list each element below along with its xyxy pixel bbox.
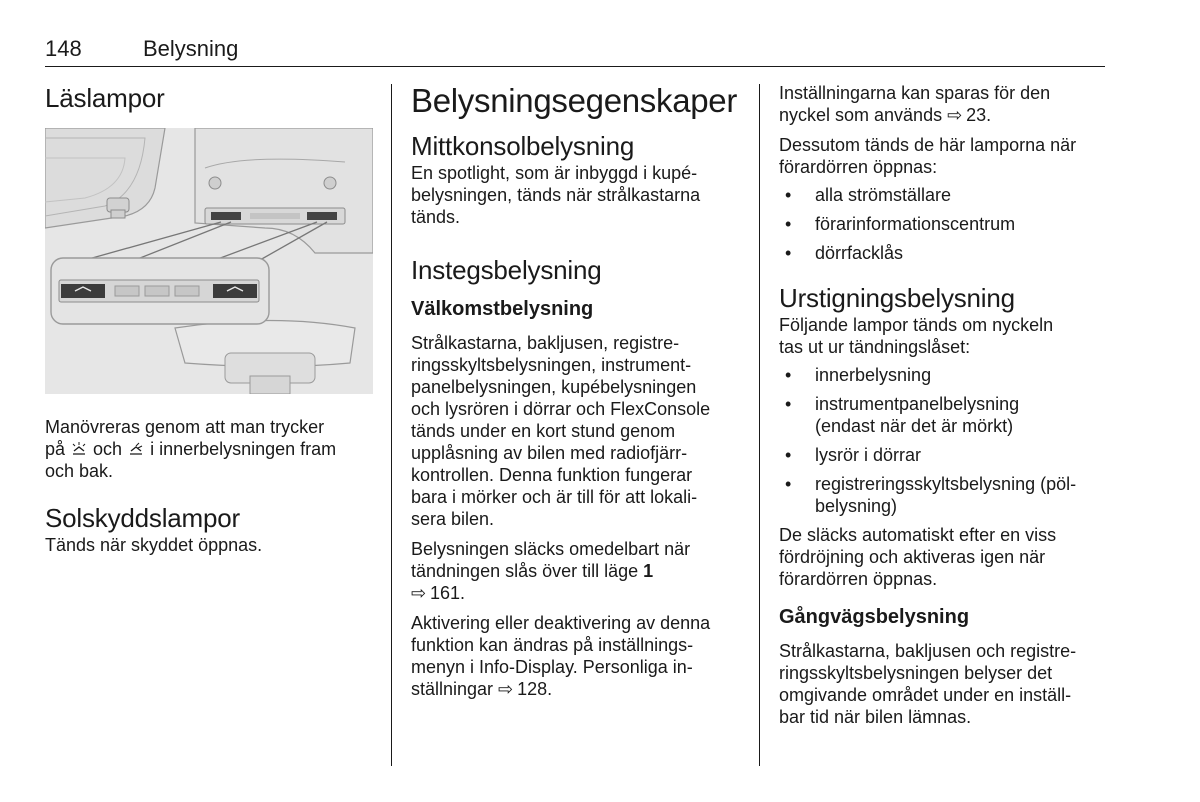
list-item: • lysrör i dörrar	[785, 445, 922, 465]
page-number: 148	[45, 36, 82, 61]
paragraph-slacks-auto: De släcks automatiskt efter en viss fördröjning och aktiveras igen när förardörren öppnas.	[779, 525, 1057, 589]
bullet-icon: •	[785, 243, 792, 263]
heading-urstigningsbelysning: Urstigningsbelysning	[779, 283, 1015, 313]
paragraph-sparas: Inställningarna kan sparas för den nyckel som används ⇨ 23.	[779, 83, 1051, 125]
page-header	[45, 36, 1105, 67]
paragraph-manovreras: Manövreras genom att man trycker på och i innerbelysningen fram och bak.	[45, 417, 337, 481]
heading-mittkonsolbelysning: Mittkonsolbelysning	[411, 131, 635, 161]
column-divider	[391, 84, 392, 766]
bullet-icon: •	[785, 445, 792, 465]
paragraph-mittkonsol: En spotlight, som är inbyggd i kupé- belysningen, tänds när strålkastarna tänds.	[411, 163, 701, 227]
heading-valkomstbelysning: Välkomstbelysning	[411, 298, 594, 320]
column-divider	[759, 84, 760, 766]
list-item: • alla strömställare	[785, 185, 952, 205]
bullet-icon: •	[785, 365, 792, 385]
heading-instegsbelysning: Instegsbelysning	[411, 255, 602, 285]
column-3	[779, 82, 1109, 728]
bullet-icon: •	[785, 185, 792, 205]
heading-laslampor: Läslampor	[45, 83, 165, 113]
reading-lamp-drawing	[45, 128, 373, 394]
section-title: Belysningsegenskaper	[411, 82, 738, 119]
chapter-title: Belysning	[143, 36, 239, 61]
list-dessutom	[779, 184, 1109, 264]
bullet-icon: •	[785, 214, 792, 234]
reading-lamp-illustration	[45, 128, 373, 394]
column-1	[45, 82, 375, 556]
heading-solskyddslampor: Solskyddslampor	[45, 503, 240, 533]
paragraph-gangvag: Strålkastarna, bakljusen och registre- ringsskyltsbelysningen belyser det omgivande området under en inställ- bar tid när bilen lämnas.	[779, 641, 1077, 727]
list-item: • dörrfacklås	[785, 243, 904, 263]
paragraph-dessutom: Dessutom tänds de här lamporna när förardörren öppnas:	[779, 135, 1077, 177]
paragraph-urstigning: Följande lampor tänds om nyckeln tas ut ur tändningslåset:	[779, 315, 1054, 357]
paragraph-valkomst: Strålkastarna, bakljusen, registre- ringsskyltsbelysningen, instrument- panelbelysningen, kupébelysningen och lysrören i dörrar och FlexConsole tänds under en kort stund genom upplåsning av bilen med radiofjärr- kontrollen. Denna funktion fungerar bara i mörker och är till för att lokali- sera bilen.	[411, 333, 711, 529]
paragraph-aktivering: Aktivering eller deaktivering av denna funktion kan ändras på inställnings- menyn i Info-Display. Personliga in- ställningar ⇨ 128.	[411, 613, 711, 699]
list-item: • förarinformationscentrum	[785, 214, 1016, 234]
bullet-icon: •	[785, 394, 792, 414]
heading-gangvagsbelysning: Gångvägsbelysning	[779, 606, 970, 628]
list-item: • innerbelysning	[785, 365, 932, 385]
reference-arrow-icon: ⇨	[947, 105, 963, 125]
list-item: • instrumentpanelbelysning (endast när det är mörkt)	[785, 394, 1020, 436]
list-urstigning	[779, 364, 1109, 517]
paragraph-solskydd: Tänds när skyddet öppnas.	[45, 535, 263, 555]
paragraph-slacks: Belysningen släcks omedelbart när tändningen slås över till läge 1 ⇨ 161.	[411, 539, 691, 603]
reference-arrow-icon: ⇨	[411, 583, 427, 603]
list-item: • registreringsskyltsbelysning (pöl- belysning)	[785, 474, 1077, 516]
reading-lamp-left-icon	[70, 439, 88, 453]
bullet-icon: •	[785, 474, 792, 494]
reading-lamp-right-icon	[127, 439, 145, 453]
reference-arrow-icon: ⇨	[498, 679, 514, 699]
column-2	[411, 82, 746, 700]
